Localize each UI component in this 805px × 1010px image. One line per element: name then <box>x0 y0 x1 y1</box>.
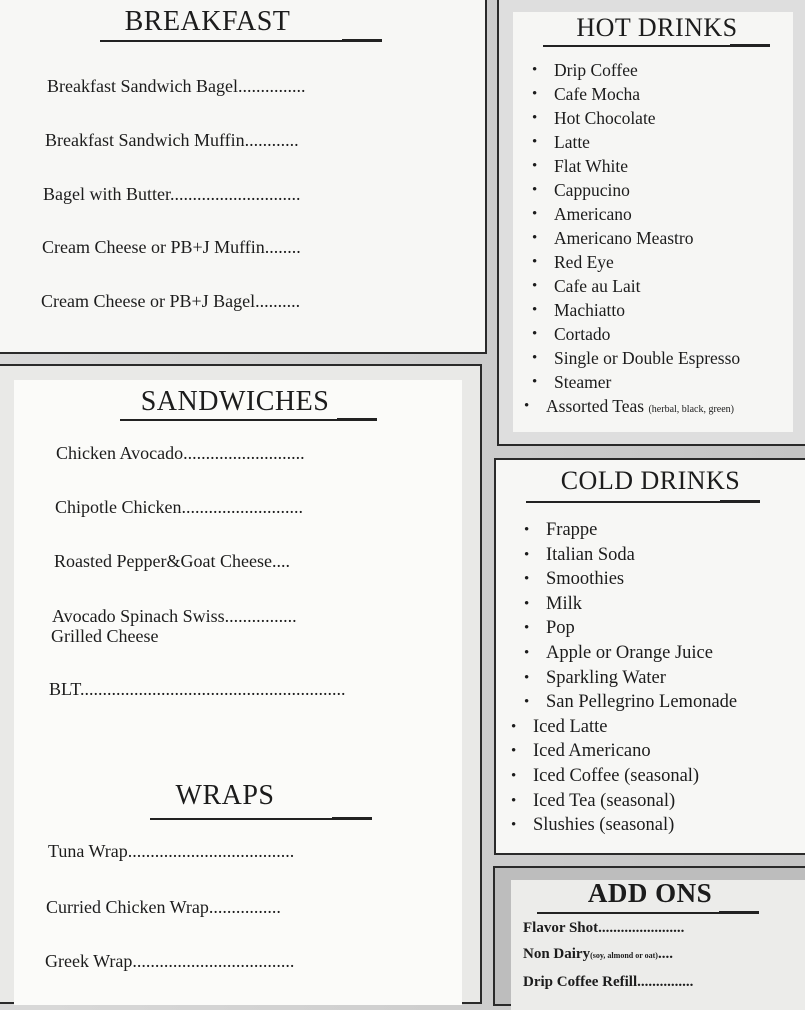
add-on-item <box>523 946 673 963</box>
sandwich-item: Chicken Avocado........................... <box>56 443 305 463</box>
hot-drink-item: • Cappucino <box>554 178 740 202</box>
breakfast-panel <box>0 0 487 354</box>
hot-drinks-list <box>546 58 741 422</box>
non-dairy-note: (soy, almond or oat) <box>590 951 658 960</box>
sandwiches-rule <box>120 419 375 421</box>
hot-drink-item: • Machiatto <box>554 298 740 322</box>
hot-drink-item: • Drip Coffee <box>554 58 740 82</box>
cold-drink-item: • Milk <box>546 592 737 617</box>
sandwich-item: Roasted Pepper&Goat Cheese.... <box>54 551 290 571</box>
cold-drinks-panel <box>494 458 805 855</box>
cold-drink-item: • Iced Latte <box>533 715 737 740</box>
sandwich-item: Avocado Spinach Swiss................ <box>52 606 297 626</box>
hot-drink-item: • Cortado <box>554 322 740 346</box>
hot-drink-item: • Americano <box>554 202 740 226</box>
cold-drink-item: • Sparkling Water <box>546 666 737 691</box>
hot-drinks-panel <box>497 0 805 446</box>
cold-drinks-list <box>533 518 738 838</box>
add-ons-panel <box>493 866 805 1006</box>
wrap-item: Curried Chicken Wrap................ <box>46 897 281 917</box>
breakfast-item: Bagel with Butter............................. <box>43 184 301 204</box>
hot-drink-item: • Flat White <box>554 154 740 178</box>
cold-drink-item: • Pop <box>546 616 737 641</box>
hot-drink-item: • Cafe au Lait <box>554 274 740 298</box>
cold-drink-item: • Iced Tea (seasonal) <box>533 789 737 814</box>
breakfast-item: Cream Cheese or PB+J Bagel.......... <box>41 291 301 311</box>
breakfast-rule <box>100 40 380 42</box>
sandwich-item: BLT........................................................... <box>49 679 346 699</box>
breakfast-item: Breakfast Sandwich Muffin............ <box>45 130 299 150</box>
hot-drinks-rule <box>543 45 768 47</box>
breakfast-item: Cream Cheese or PB+J Muffin........ <box>42 237 301 257</box>
cold-drink-item: • Iced Coffee (seasonal) <box>533 764 737 789</box>
add-on-item: Drip Coffee Refill............... <box>523 974 694 990</box>
cold-drink-item: • Apple or Orange Juice <box>546 641 737 666</box>
hot-drink-item: • Hot Chocolate <box>554 106 740 130</box>
add-on-item: Flavor Shot....................... <box>523 920 685 936</box>
wrap-item: Greek Wrap.................................... <box>45 951 295 971</box>
cold-drink-item: • Iced Americano <box>533 739 737 764</box>
sandwich-item: Chipotle Chicken........................... <box>55 497 303 517</box>
hot-drinks-title: HOT DRINKS <box>576 13 738 42</box>
sandwiches-title: SANDWICHES <box>140 386 330 417</box>
cold-drink-item: • Slushies (seasonal) <box>533 813 737 838</box>
hot-drink-item: • Cafe Mocha <box>554 82 740 106</box>
breakfast-item: Breakfast Sandwich Bagel............... <box>47 76 306 96</box>
cold-drink-item: • San Pellegrino Lemonade <box>546 690 737 715</box>
wraps-title: WRAPS <box>175 780 275 811</box>
hot-drink-item: • Americano Meastro <box>554 226 740 250</box>
non-dairy-label: Non Dairy <box>523 946 591 962</box>
assorted-teas-note: (herbal, black, green) <box>648 404 734 415</box>
cold-drinks-title: COLD DRINKS <box>560 466 741 495</box>
sandwich-item-line2: Grilled Cheese <box>51 626 159 646</box>
cold-drink-item: • Italian Soda <box>546 543 737 568</box>
hot-drink-item: • Latte <box>554 130 740 154</box>
hot-drink-item: • Steamer <box>554 370 740 394</box>
wraps-rule <box>150 818 370 820</box>
add-ons-rule <box>537 912 757 914</box>
wrap-item: Tuna Wrap..................................... <box>48 841 295 861</box>
hot-drink-item: • Red Eye <box>554 250 740 274</box>
cold-drink-item: • Frappe <box>546 518 737 543</box>
hot-drink-item <box>546 394 740 422</box>
assorted-teas: Assorted Teas <box>546 396 645 416</box>
add-ons-title: ADD ONS <box>587 878 713 908</box>
breakfast-title: BREAKFAST <box>124 6 291 37</box>
hot-drink-item: • Single or Double Espresso <box>554 346 740 370</box>
non-dairy-dots: .... <box>657 946 673 962</box>
cold-drink-item: • Smoothies <box>546 567 737 592</box>
sandwiches-panel <box>0 364 482 1004</box>
cold-drinks-rule <box>526 501 758 503</box>
